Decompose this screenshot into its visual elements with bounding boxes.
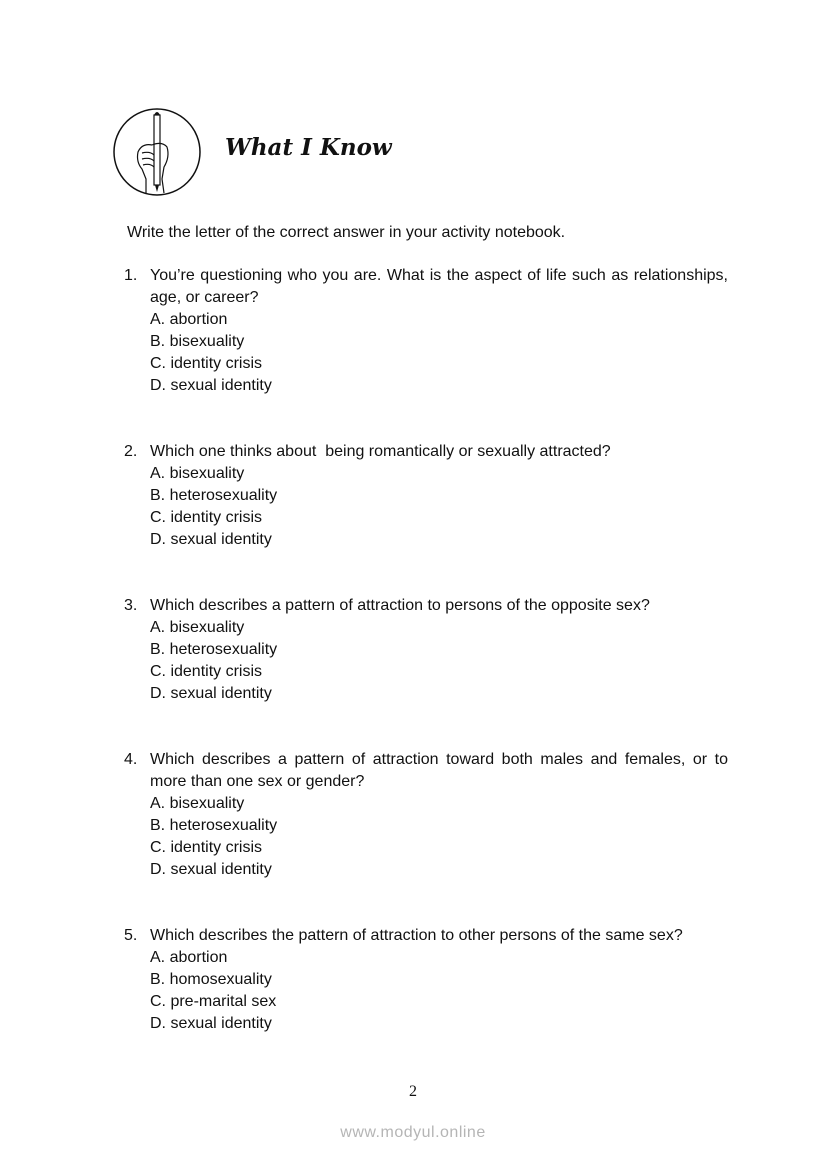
page-title: What I Know xyxy=(225,134,392,161)
option: D. sexual identity xyxy=(150,377,272,394)
option: A. abortion xyxy=(150,311,228,328)
option: A. bisexuality xyxy=(150,795,245,812)
question-stem: Which describes a pattern of attraction toward both males and females, or to more than one sex or gender? xyxy=(150,751,728,790)
watermark: www.modyul.online xyxy=(340,1124,486,1141)
question-stem: Which describes a pattern of attraction to persons of the opposite sex? xyxy=(150,597,650,614)
question-number: 1. xyxy=(124,267,138,284)
question-number: 5. xyxy=(124,927,138,944)
option: D. sexual identity xyxy=(150,531,272,548)
question-number: 3. xyxy=(124,597,138,614)
question-3 xyxy=(124,595,728,705)
option: B. homosexuality xyxy=(150,971,272,988)
option: D. sexual identity xyxy=(150,861,272,878)
option: D. sexual identity xyxy=(150,685,272,702)
question-4 xyxy=(124,749,728,881)
option: B. heterosexuality xyxy=(150,817,278,834)
question-stem: Which one thinks about being romantically or sexually attracted? xyxy=(150,443,611,460)
option: A. abortion xyxy=(150,949,228,966)
question-2 xyxy=(124,441,728,551)
option: B. heterosexuality xyxy=(150,641,278,658)
question-number: 2. xyxy=(124,443,138,460)
question-1 xyxy=(124,265,728,397)
question-5 xyxy=(124,925,728,1035)
option: C. identity crisis xyxy=(150,663,263,680)
option: C. pre-marital sex xyxy=(150,993,277,1010)
hand-holding-pencil-icon xyxy=(112,107,202,197)
option: B. heterosexuality xyxy=(150,487,278,504)
option: C. identity crisis xyxy=(150,839,263,856)
question-number: 4. xyxy=(124,751,138,768)
option: B. bisexuality xyxy=(150,333,245,350)
option: D. sexual identity xyxy=(150,1015,272,1032)
option: A. bisexuality xyxy=(150,619,245,636)
option: C. identity crisis xyxy=(150,355,263,372)
question-stem: Which describes the pattern of attraction to other persons of the same sex? xyxy=(150,927,683,944)
instructions: Write the letter of the correct answer in your activity notebook. xyxy=(127,224,566,241)
page-number: 2 xyxy=(409,1083,417,1100)
option: A. bisexuality xyxy=(150,465,245,482)
option: C. identity crisis xyxy=(150,509,263,526)
question-stem: You’re questioning who you are. What is the aspect of life such as relationships, age, or career? xyxy=(150,267,728,306)
